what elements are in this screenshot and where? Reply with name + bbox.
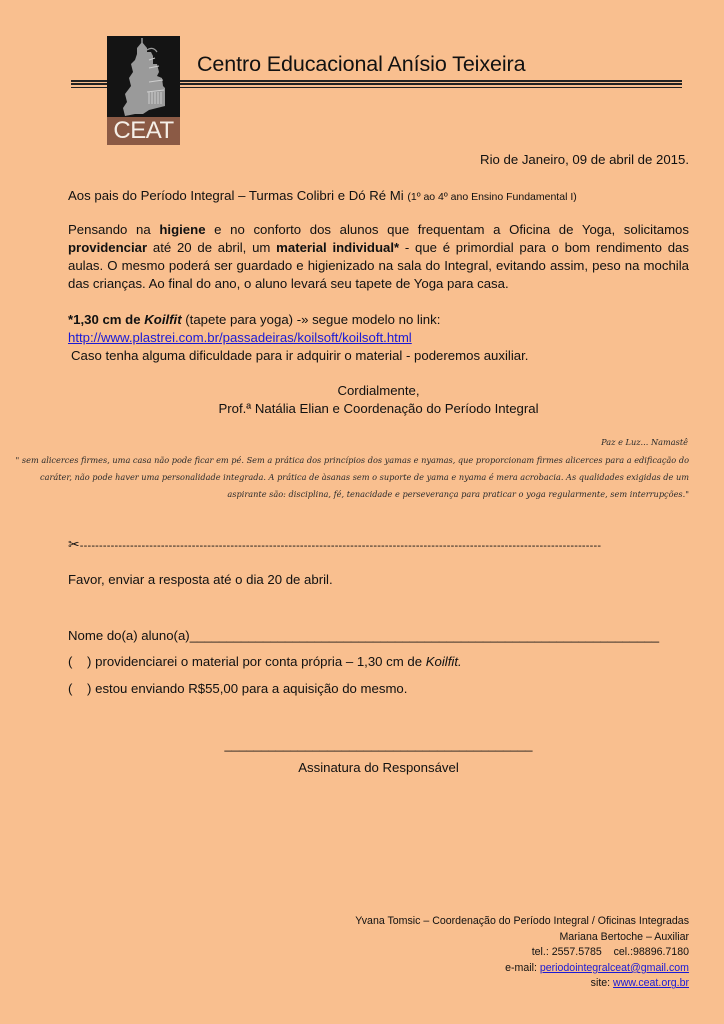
logo-text: CEAT [113, 117, 174, 144]
option-send-payment-checkbox[interactable]: ( ) [68, 681, 92, 696]
site-link[interactable]: www.ceat.org.br [613, 977, 689, 990]
footer-email-row [355, 961, 689, 977]
deadline-text: Favor, enviar a resposta até o dia 20 de abril. [68, 572, 333, 587]
material-link-row [68, 329, 412, 347]
cut-dashes: --------------------------------------------------------------------------------------------------------------------------------------- [79, 540, 602, 552]
student-name-field[interactable]: ________________________________________________________________ [189, 628, 660, 643]
text: - que é primordial para o bom rendimento das aulas. O mesmo poderá ser guardado e higienizado na sala do Integral, evitando assim, peso na mochila das crianças. Ao final do ano, o aluno levará seu tapete de Yoga para casa. [68, 240, 689, 291]
date-line: Rio de Janeiro, 09 de abril de 2015. [480, 152, 689, 167]
student-name-label: Nome do(a) aluno(a) [68, 628, 190, 643]
recipient-main: Aos pais do Período Integral – Turmas Colibri e Dó Ré Mi [68, 188, 404, 203]
material-brand: Koilfit [144, 312, 182, 327]
email-label: e-mail: [505, 961, 540, 974]
text: e no conforto dos alunos que frequentam a Oficina de Yoga, solicitamos [205, 222, 689, 237]
signature: Prof.ª Natália Elian e Coordenação do Período Integral [218, 401, 539, 416]
quote-signoff: Paz e Luz... Namastê [601, 437, 688, 447]
recipient-note: (1º ao 4º ano Ensino Fundamental I) [407, 191, 577, 203]
bold-providenciar: providenciar [68, 240, 148, 255]
option-send-payment [68, 680, 407, 698]
footer-phones: tel.: 2557.5785 cel.:98896.7180 [531, 946, 689, 959]
bold-material-individual: material individual* [276, 240, 400, 255]
recipient-line [68, 187, 577, 206]
option-own-material [68, 653, 462, 671]
text: até 20 de abril, um [147, 240, 277, 255]
option-own-material-brand: Koilfit. [425, 654, 462, 669]
email-link[interactable]: periodointegralceat@gmail.com [539, 961, 689, 974]
help-line: Caso tenha alguma dificuldade para ir adquirir o material - poderemos auxiliar. [71, 348, 529, 363]
ceat-logo [107, 36, 180, 145]
text: Pensando na [68, 222, 160, 237]
footer-site-row [355, 976, 689, 992]
site-label: site: [590, 977, 614, 990]
quote-line-1: " sem alicerces firmes, uma casa não pode ficar em pé. Sem a prática dos princípios dos yamas e nyamas, que proporcionam firmes alicerces para a edificação do [15, 455, 689, 465]
option-own-material-text: providenciarei o material por conta própria – 1,30 cm de [95, 654, 426, 669]
quote-line-3: aspirante são: disciplina, fé, tenacidade e perseverança para praticar o yoga regularmente, sem interrupções." [227, 489, 689, 499]
product-link[interactable]: http://www.plastrei.com.br/passadeiras/koilsoft/koilsoft.html [68, 330, 412, 345]
material-quantity: *1,30 cm de [68, 312, 145, 327]
tower-icon [107, 36, 180, 117]
material-note [68, 311, 440, 329]
footer-coordinator: Yvana Tomsic – Coordenação do Período Integral / Oficinas Integradas [355, 915, 689, 927]
cut-line-row [68, 536, 662, 555]
material-desc: (tapete para yoga) -» segue modelo no link: [181, 312, 441, 327]
footer-contact [355, 914, 689, 992]
signature-label: Assinatura do Responsável [298, 760, 459, 775]
bold-higiene: higiene [159, 222, 206, 237]
option-send-payment-text: estou enviando R$55,00 para a aquisição do mesmo. [95, 681, 408, 696]
institution-name: Centro Educacional Anísio Teixeira [197, 52, 526, 76]
footer-assistant: Mariana Bertoche – Auxiliar [559, 930, 689, 943]
closing: Cordialmente, [337, 383, 420, 398]
option-own-material-checkbox[interactable]: ( ) [68, 654, 92, 669]
quote-line-2: caráter, não pode haver uma personalidade integrada. A prática de àsanas sem o suporte de yama e nyama é mera acrobacia. As qualidades exigidas de um [40, 472, 689, 482]
signature-line[interactable]: __________________________________________ [224, 737, 533, 752]
scissors-icon: ✂ [68, 537, 80, 553]
student-name-row [68, 627, 659, 645]
paragraph-request [68, 221, 689, 293]
